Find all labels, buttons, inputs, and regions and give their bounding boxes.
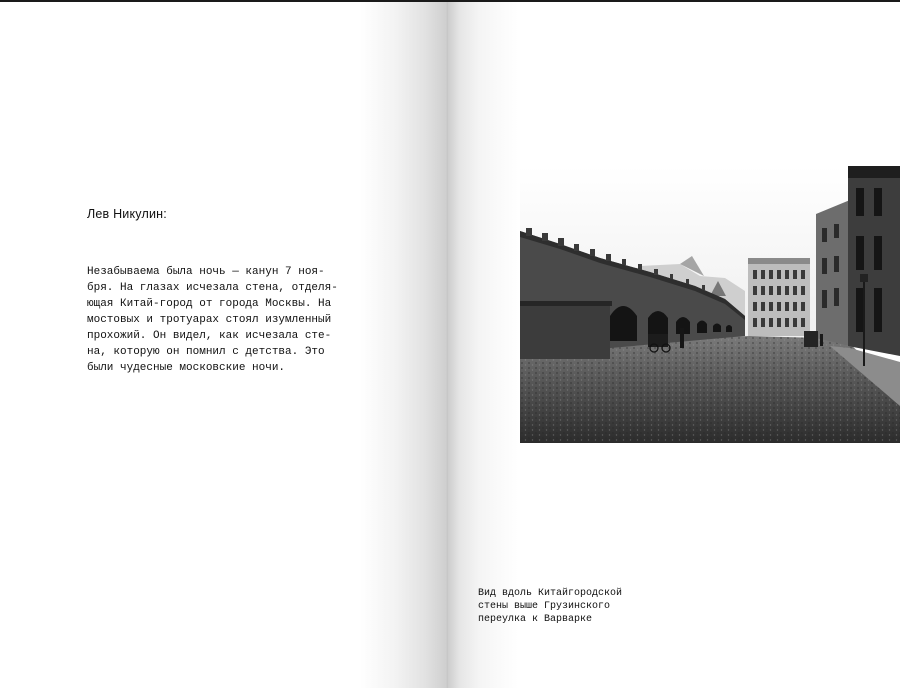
quote-line: были чудесные московские ночи.	[87, 362, 286, 374]
photo-caption	[478, 587, 622, 626]
caption-line: Вид вдоль Китайгородской	[478, 588, 623, 599]
quote-line: прохожий. Он видел, как исчезала сте-	[87, 330, 332, 342]
street-photo	[520, 166, 900, 443]
quote-line: на, которую он помнил с детства. Это	[87, 346, 325, 358]
right-page	[448, 2, 900, 688]
left-page	[0, 2, 448, 688]
caption-line: стены выше Грузинского	[478, 601, 611, 612]
quote-line: Незабываема была ночь — канун 7 ноя-	[87, 266, 325, 278]
quote-line: мостовых и тротуарах стоял изумленный	[87, 314, 332, 326]
quote-text	[87, 264, 362, 376]
author-name: Лев Никулин:	[87, 207, 167, 221]
book-spread	[0, 2, 900, 688]
quote-line: бря. На глазах исчезала стена, отделя-	[87, 282, 338, 294]
quote-line: ющая Китай-город от города Москвы. На	[87, 298, 332, 310]
caption-line: переулка к Варварке	[478, 614, 593, 625]
